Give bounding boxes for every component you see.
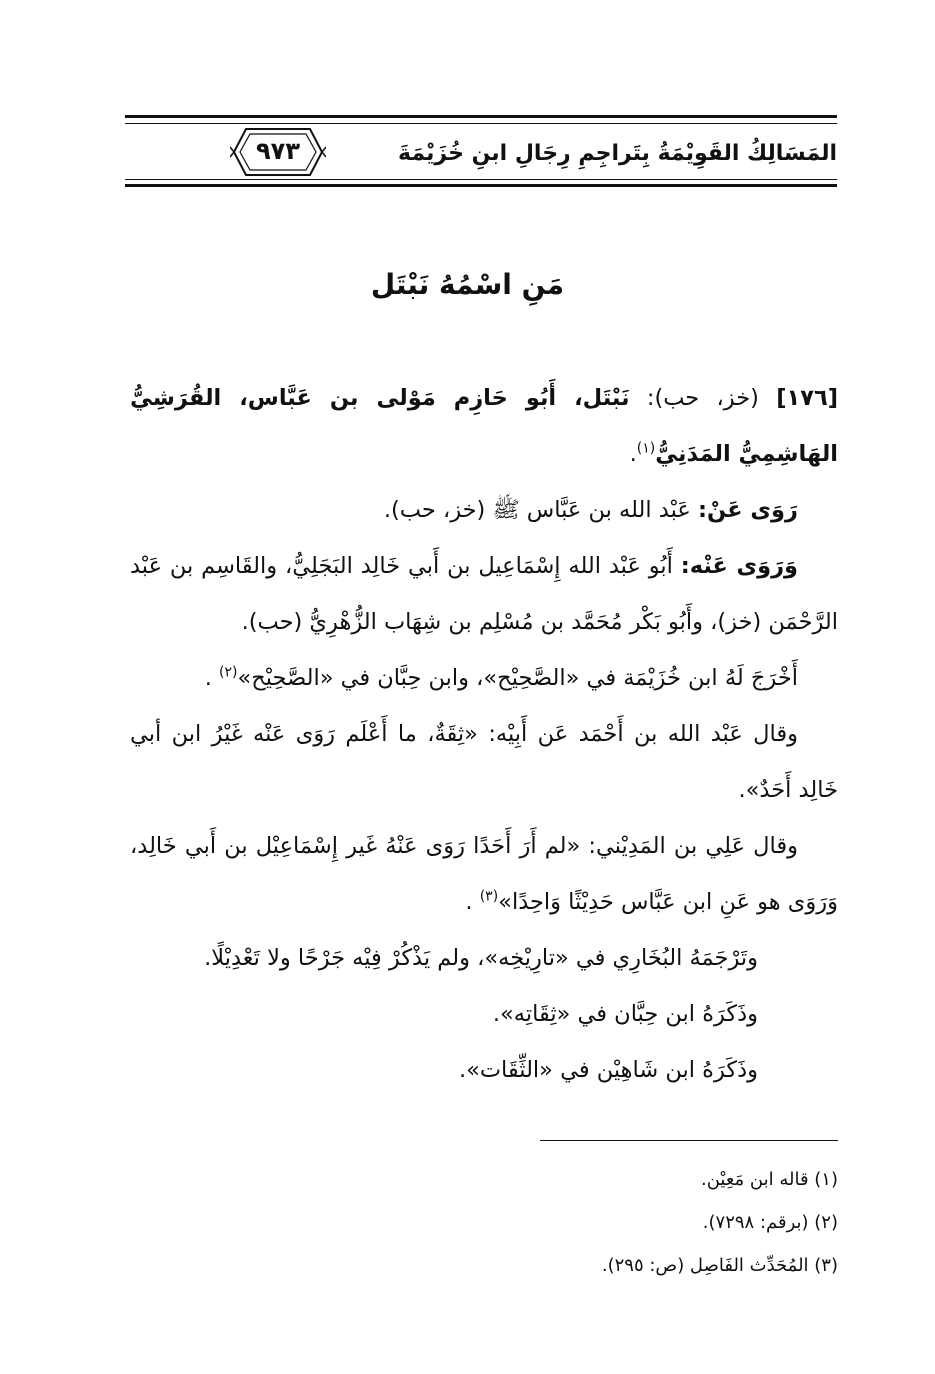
footnote-item: (٣) المُحَدِّث الفَاصِل (ص: ٢٩٥).: [601, 1255, 838, 1276]
narrated-from-paragraph: [130, 482, 838, 538]
header-rule: [125, 123, 837, 124]
entry-name-end: .: [629, 441, 637, 467]
entry-number: [١٧٦]: [776, 385, 838, 411]
bukhari-paragraph: وتَرْجَمَهُ البُخَارِي في «تارِيْخِه»، ولم يَذْكُرْ فِيْه جَرْحًا ولا تَعْدِيْلًا.: [204, 945, 758, 971]
header-rule: [125, 184, 837, 187]
entry-body: [130, 370, 838, 1098]
entry-title-paragraph: [130, 370, 838, 482]
narrated-by-label: وَرَوَى عَنْه:: [680, 553, 799, 579]
footnote-marker: (٢): [219, 664, 238, 681]
page-number: ٩٧٣: [256, 137, 300, 165]
footnote-item: (١) قاله ابن مَعِيْن.: [700, 1169, 838, 1190]
ibn-hibban-paragraph: وذَكَرَهُ ابن حِبَّان في «ثِقَاتِه».: [492, 1001, 758, 1027]
ali-statement-end: .: [465, 889, 480, 915]
entry-name: نَبْتَل، أَبُو حَازِم مَوْلى بن عَبَّاس، القُرَشِيُّ الهَاشِمِيُّ المَدَنِيُّ: [130, 385, 838, 467]
footnote-marker: (١): [636, 440, 656, 457]
footnotes: [130, 1158, 838, 1287]
abdullah-statement-text: وقال عَبْد الله بن أَحْمَد عَن أَبِيْه: «ثِقَةٌ، ما أَعْلَم رَوَى عَنْه غَيْرُ ابن أبي خَالِد أَحَدٌ».: [130, 721, 838, 803]
narrated-from-label: رَوَى عَنْ:: [697, 497, 798, 523]
footnote-separator: [540, 1140, 838, 1141]
footnote-item: (٢) (برقم: ٧٢٩٨).: [702, 1212, 838, 1233]
takhrij-text: أَخْرَجَ لَهُ ابن خُزَيْمَة في «الصَّحِيْح»، وابن حِبَّان في «الصَّحِيْح»: [237, 665, 798, 691]
abdullah-statement-paragraph: [130, 706, 838, 818]
ibn-shahin-paragraph: وذَكَرَهُ ابن شَاهِيْن في «الثِّقَات».: [458, 1057, 758, 1083]
header-rule: [125, 179, 837, 180]
narrated-from-text: عَبْد الله بن عَبَّاس ﷺ (خز، حب).: [383, 497, 691, 523]
running-title: المَسَالِكُ القَوِيْمَةُ بِتَراجِمِ رِجَالِ ابنِ خُزَيْمَةَ: [398, 141, 837, 166]
page-number-frame: [230, 125, 326, 179]
narrated-by-paragraph: [130, 538, 838, 650]
narrated-by-text: أَبُو عَبْد الله إِسْمَاعِيل بن أَبي خَالِد البَجَلِيُّ، والقَاسِم بن عَبْد الرَّحْمَن (خز)، وأَبُو بَكْر مُحَمَّد بن مُسْلِم بن شِهَاب الزُّهْرِيُّ (حب).: [130, 553, 838, 635]
ali-statement-paragraph: [130, 818, 838, 930]
section-heading: مَنِ اسْمُهُ نَبْتَل: [370, 268, 565, 301]
takhrij-paragraph: [130, 650, 838, 706]
header-rule: [125, 115, 837, 118]
takhrij-end: .: [204, 665, 219, 691]
footnote-marker: (٣): [479, 888, 499, 905]
page-header: [125, 115, 837, 195]
ali-statement-text: وقال عَلِي بن المَدِيْني: «لم أَرَ أَحَدًا رَوَى عَنْهُ غَير إِسْمَاعِيْل بن أَبي خَالِد، وَرَوَى هو عَنِ ابن عَبَّاس حَدِيْثًا وَاحِدًا»: [130, 833, 838, 915]
entry-codes: (خز، حب):: [646, 385, 759, 411]
